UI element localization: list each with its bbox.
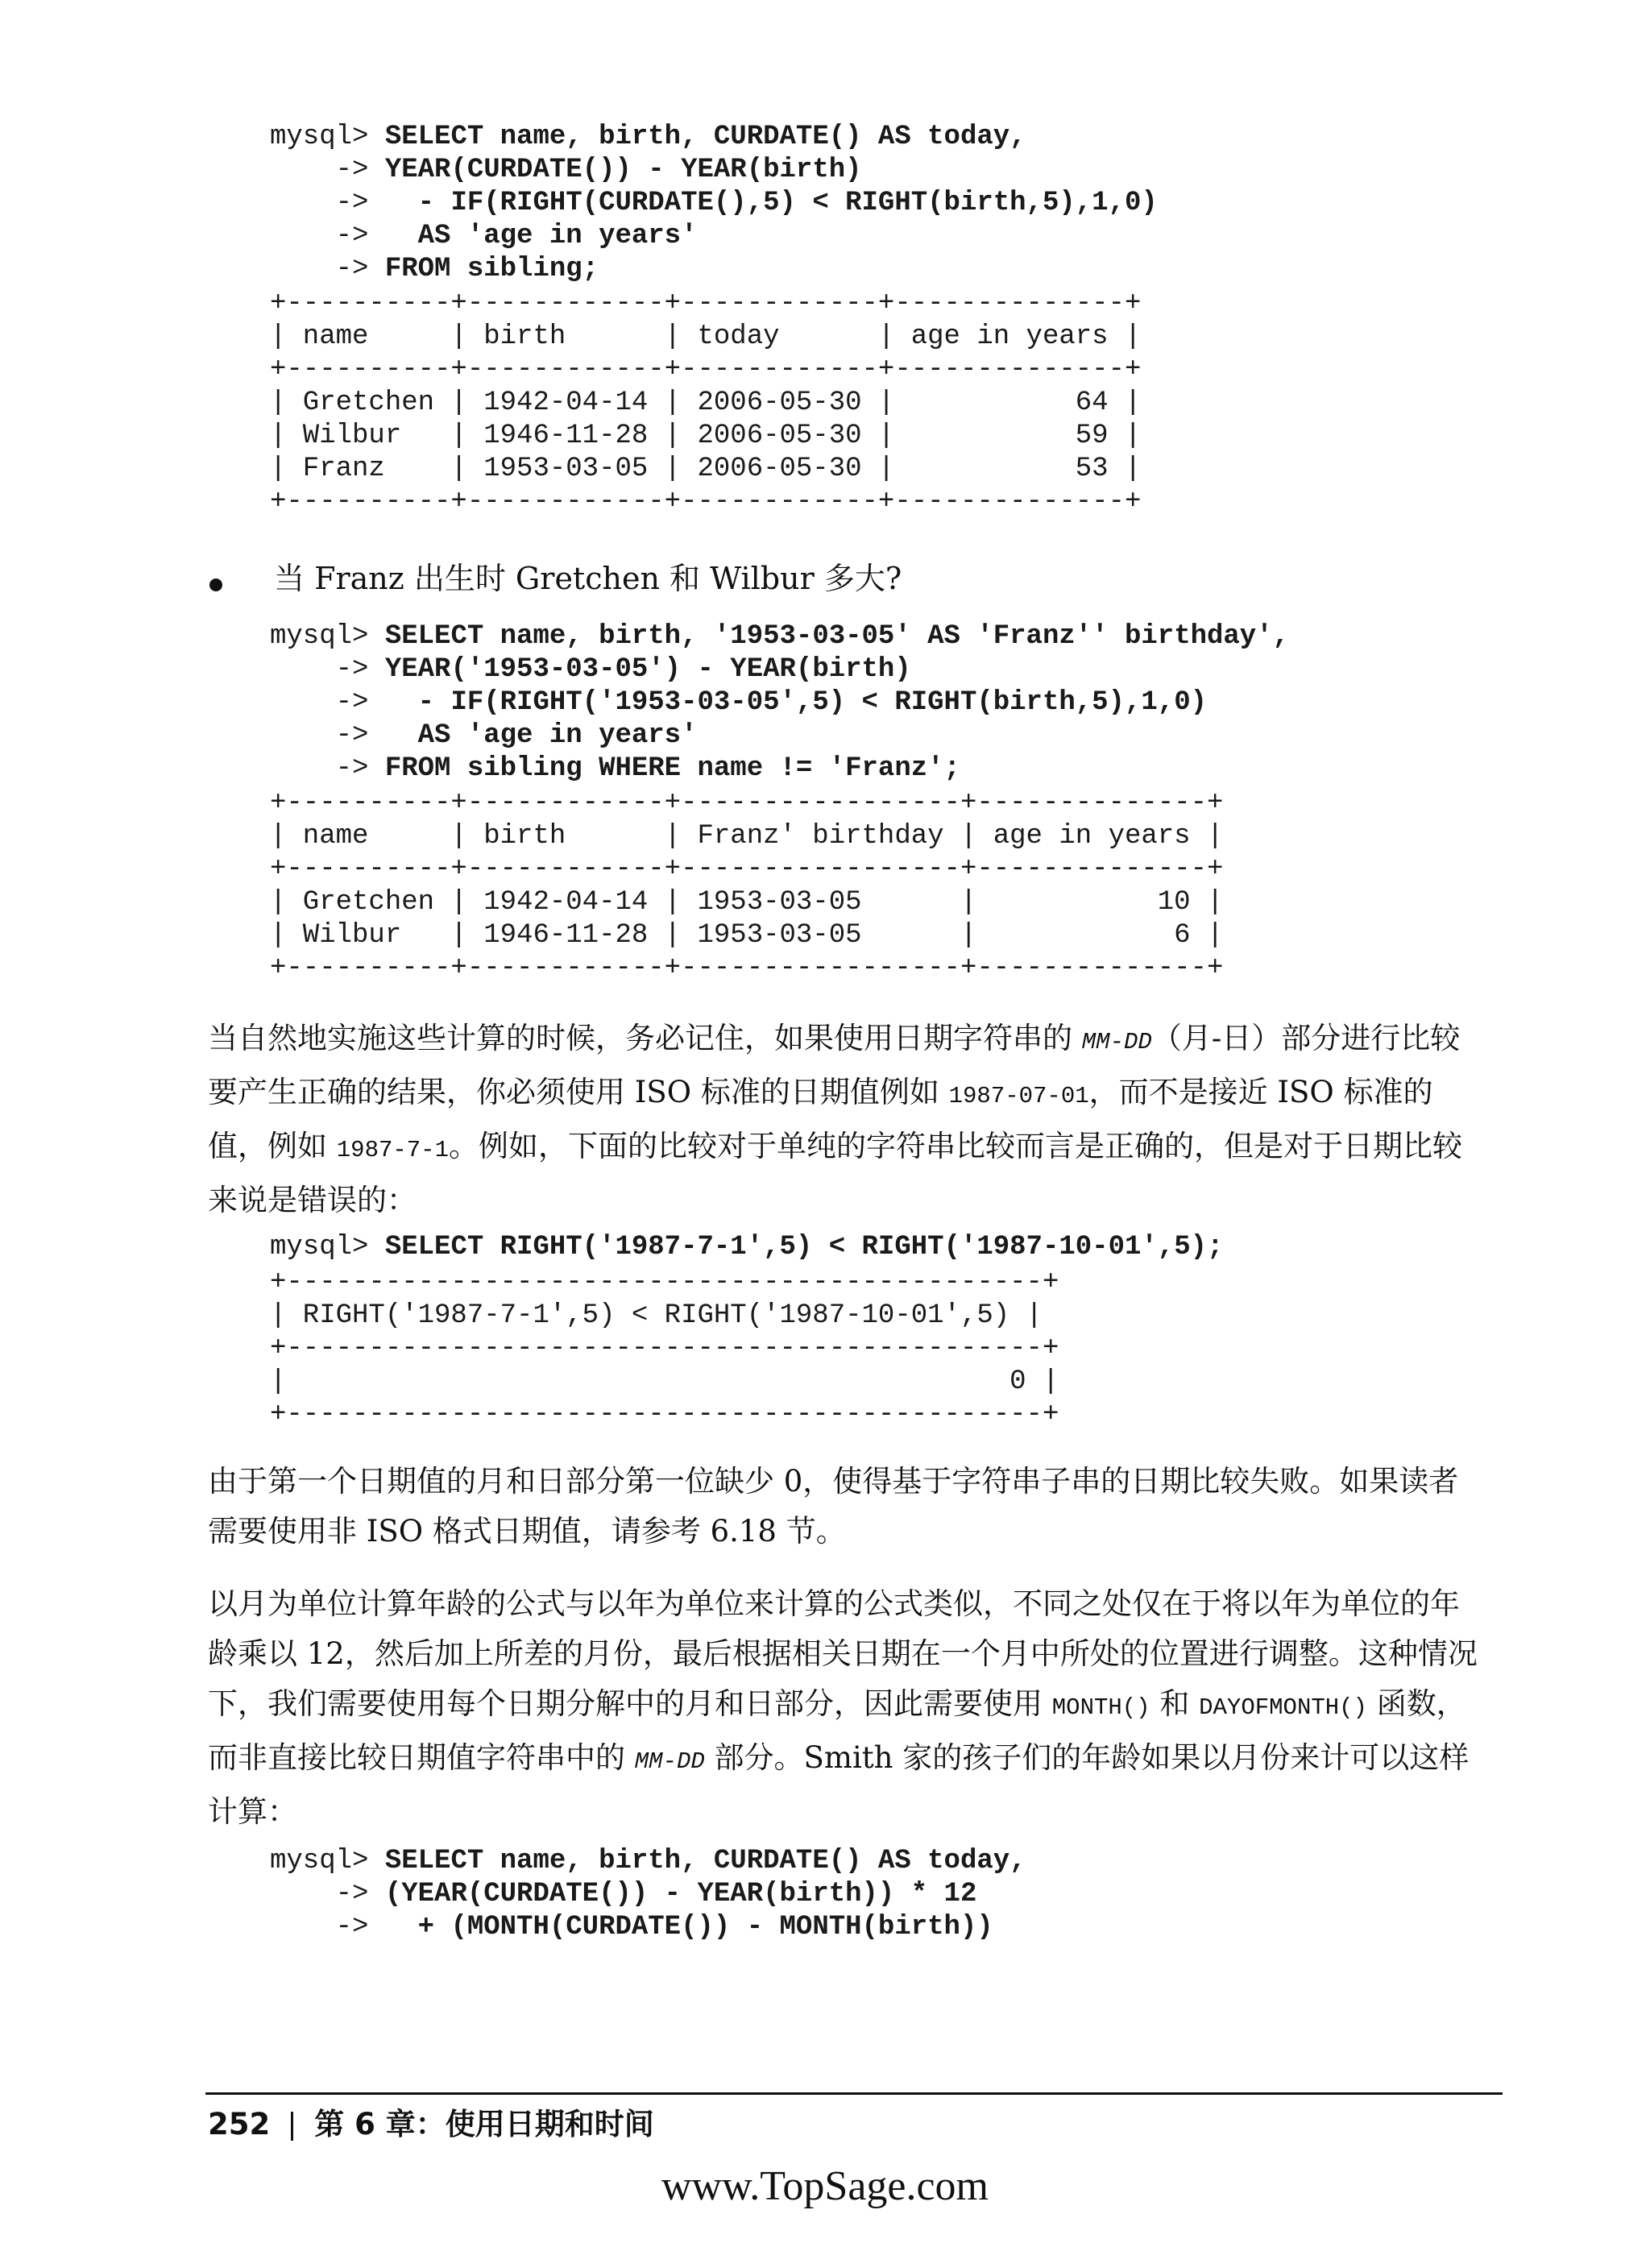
sql-command-text: YEAR(CURDATE()) - YEAR(birth) bbox=[384, 155, 862, 185]
sql-command-text: - IF(RIGHT(CURDATE(),5) < RIGHT(birth,5),1,0) bbox=[384, 188, 1158, 218]
sql-query-1 bbox=[270, 121, 1158, 286]
sql-prompt: -> bbox=[270, 188, 385, 218]
para1-text-3: ，而不是接近 ISO 标准的值，例如 bbox=[208, 1075, 1433, 1163]
sql-prompt: -> bbox=[270, 687, 385, 718]
sql-line bbox=[270, 188, 1158, 218]
sql-line bbox=[270, 155, 862, 185]
para1-text-4: 。例如，下面的比较对于单纯的字符串比较而言是正确的，但是对于日期比较来说是错误的： bbox=[208, 1129, 1462, 1217]
sql-prompt: -> bbox=[270, 1879, 385, 1909]
para1-text-2: （月-日）部分进行比较要产生正确的结果，你必须使用 ISO 标准的日期值例如 bbox=[208, 1021, 1461, 1109]
sql-line bbox=[270, 720, 698, 751]
result-table-1 bbox=[270, 288, 1141, 519]
sql-prompt: mysql> bbox=[270, 621, 385, 652]
sql-prompt: mysql> bbox=[270, 122, 385, 152]
sql-command-text: YEAR('1953-03-05') - YEAR(birth) bbox=[384, 654, 911, 685]
para3-text-1: 以月为单位计算年龄的公式与以年为单位来计算的公式类似，不同之处仅在于将以年为单位的年龄乘以 12，然后加上所差的月份，最后根据相关日期在一个月中所处的位置进行调整。这种情况下，我们需要使用每个日期分解中的月和日部分，因此需要使用 bbox=[208, 1586, 1478, 1721]
sql-command-text: + (MONTH(CURDATE()) - MONTH(birth)) bbox=[384, 1912, 993, 1943]
table-border: +----------+------------+------------+--------------+ bbox=[270, 355, 1142, 385]
para3-text-2: 和 bbox=[1150, 1686, 1200, 1721]
page-number: 252 bbox=[208, 2107, 271, 2142]
table-row: | RIGHT('1987-7-1',5) < RIGHT('1987-10-01',5) | bbox=[270, 1300, 1043, 1331]
sql-line bbox=[270, 687, 1207, 718]
sql-prompt: -> bbox=[270, 254, 385, 284]
sql-prompt: -> bbox=[270, 1912, 385, 1943]
sql-command-text: FROM sibling; bbox=[384, 254, 599, 284]
chapter-title: 第 6 章：使用日期和时间 bbox=[314, 2107, 654, 2142]
sql-prompt: -> bbox=[270, 720, 385, 751]
sql-line bbox=[270, 1912, 993, 1943]
sql-command-text: SELECT name, birth, CURDATE() AS today, bbox=[384, 122, 1026, 152]
result-table-3 bbox=[270, 1267, 1059, 1432]
table-border: +----------------------------------------------+ bbox=[270, 1399, 1059, 1430]
sql-prompt: mysql> bbox=[270, 1846, 385, 1876]
table-row: | Gretchen | 1942-04-14 | 2006-05-30 | 64 | bbox=[270, 388, 1142, 418]
para3-code-mmdd: MM-DD bbox=[634, 1748, 705, 1775]
table-border: +----------------------------------------------+ bbox=[270, 1333, 1059, 1364]
table-border: +----------+------------+-----------------+--------------+ bbox=[270, 953, 1224, 984]
sql-line bbox=[270, 221, 698, 251]
table-row: | Wilbur | 1946-11-28 | 2006-05-30 | 59 | bbox=[270, 421, 1142, 451]
bullet-icon bbox=[209, 578, 222, 591]
table-row: | name | birth | Franz' birthday | age in years | bbox=[270, 821, 1224, 852]
sql-line bbox=[270, 1232, 1223, 1263]
paragraph-2: 由于第一个日期值的月和日部分第一位缺少 0，使得基于字符串子串的日期比较失败。如果读者需要使用非 ISO 格式日期值，请参考 6.18 节。 bbox=[208, 1464, 1459, 1549]
sql-query-2 bbox=[270, 620, 1289, 786]
paragraph-1 bbox=[208, 1014, 1481, 1225]
para1-code-non-iso-date: 1987-7-1 bbox=[336, 1137, 449, 1163]
table-row: | Gretchen | 1942-04-14 | 1953-03-05 | 10 | bbox=[270, 887, 1224, 918]
sql-line bbox=[270, 654, 911, 685]
table-border: +----------+------------+------------+--------------+ bbox=[270, 487, 1142, 517]
sql-prompt: -> bbox=[270, 221, 385, 251]
sql-line bbox=[270, 621, 1289, 652]
sql-line bbox=[270, 1846, 1026, 1876]
page-footer bbox=[208, 2104, 654, 2145]
table-row: | 0 | bbox=[270, 1366, 1059, 1397]
sql-line bbox=[270, 122, 1026, 152]
sql-command-text: SELECT RIGHT('1987-7-1',5) < RIGHT('1987-10-01',5); bbox=[384, 1232, 1224, 1263]
sql-prompt: -> bbox=[270, 753, 385, 784]
table-row: | Franz | 1953-03-05 | 2006-05-30 | 53 | bbox=[270, 454, 1142, 484]
paragraph-3 bbox=[208, 1579, 1481, 1837]
para1-text-1: 当自然地实施这些计算的时候，务必记住，如果使用日期字符串的 bbox=[208, 1021, 1082, 1055]
para3-code-month: MONTH() bbox=[1051, 1694, 1150, 1721]
sql-query-4 bbox=[270, 1845, 1026, 1944]
table-row: | name | birth | today | age in years | bbox=[270, 321, 1142, 352]
sql-prompt: mysql> bbox=[270, 1232, 385, 1263]
para3-code-dayofmonth: DAYOFMONTH() bbox=[1199, 1694, 1367, 1721]
table-row: | Wilbur | 1946-11-28 | 1953-03-05 | 6 | bbox=[270, 920, 1224, 951]
footer-rule bbox=[205, 2092, 1503, 2095]
sql-command-text: SELECT name, birth, '1953-03-05' AS 'Franz'' birthday', bbox=[384, 621, 1290, 652]
sql-prompt: -> bbox=[270, 155, 385, 185]
table-border: +----------+------------+-----------------+--------------+ bbox=[270, 788, 1224, 819]
sql-line bbox=[270, 254, 599, 284]
sql-command-text: SELECT name, birth, CURDATE() AS today, bbox=[384, 1846, 1026, 1876]
para3-text-3: 函数，而非直接比较日期值字符串中的 bbox=[208, 1686, 1466, 1775]
table-border: +----------+------------+-----------------+--------------+ bbox=[270, 854, 1224, 885]
sql-prompt: -> bbox=[270, 654, 385, 685]
sql-command-text: FROM sibling WHERE name != 'Franz'; bbox=[384, 753, 960, 784]
site-watermark: www.TopSage.com bbox=[661, 2163, 989, 2209]
table-border: +----------+------------+------------+--------------+ bbox=[270, 288, 1142, 319]
para1-code-iso-date: 1987-07-01 bbox=[948, 1083, 1089, 1109]
sql-command-text: AS 'age in years' bbox=[384, 221, 698, 251]
sql-command-text: AS 'age in years' bbox=[384, 720, 698, 751]
sql-query-3 bbox=[270, 1231, 1223, 1264]
bullet-question: 当 Franz 出生时 Gretchen 和 Wilbur 多大? bbox=[274, 561, 902, 596]
result-table-2 bbox=[270, 787, 1223, 985]
sql-command-text: (YEAR(CURDATE()) - YEAR(birth)) * 12 bbox=[384, 1879, 977, 1909]
sql-command-text: - IF(RIGHT('1953-03-05',5) < RIGHT(birth,5),1,0) bbox=[384, 687, 1207, 718]
para3-text-4: 部分。Smith 家的孩子们的年龄如果以月份来计可以这样计算： bbox=[208, 1740, 1470, 1829]
sql-line bbox=[270, 1879, 976, 1909]
sql-line bbox=[270, 753, 960, 784]
table-border: +----------------------------------------------+ bbox=[270, 1267, 1059, 1298]
para1-code-mmdd: MM-DD bbox=[1081, 1029, 1152, 1055]
footer-separator bbox=[291, 2112, 293, 2141]
